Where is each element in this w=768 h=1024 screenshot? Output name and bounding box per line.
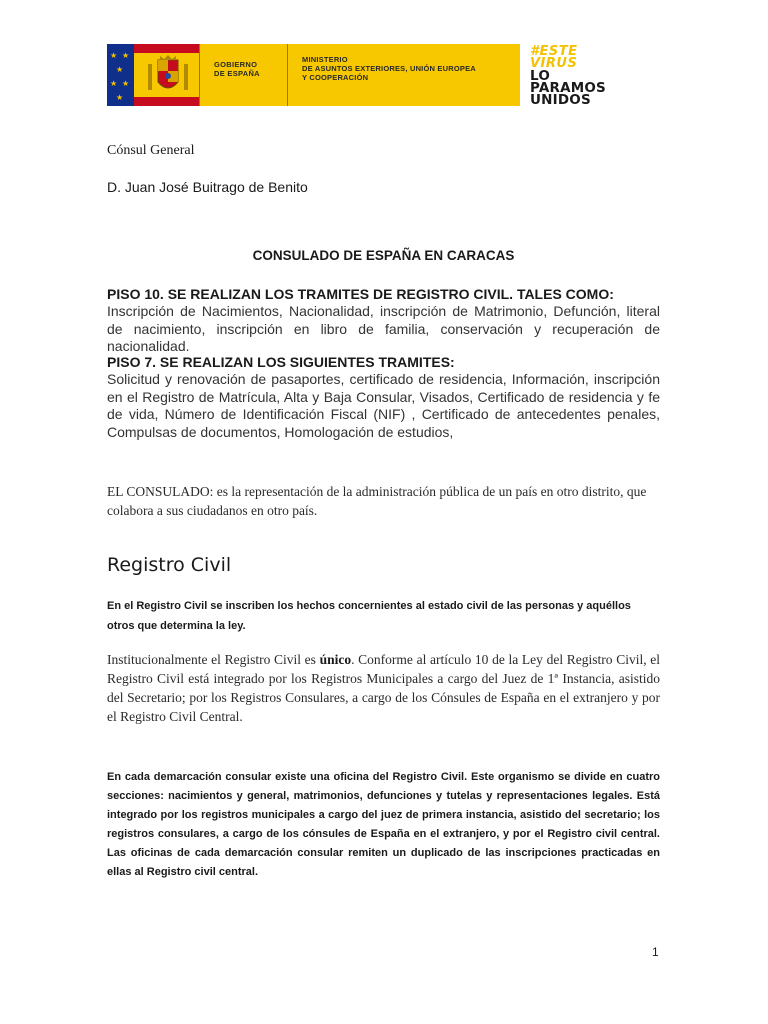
campaign-line: UNIDOS bbox=[530, 92, 591, 108]
government-label bbox=[199, 44, 287, 106]
registro-civil-demarcacion: En cada demarcación consular existe una oficina del Registro Civil. Este organismo se divide en cuatro secciones: nacimientos y general, matrimonios, defunciones y tutelas y representaciones legales. Está integrado por los registros municipales a cargo del juez de primera instancia, asistido del secretario; los registros consulares, a cargo de los cónsules de España en el extranjero, y por el Registro civil central. Las oficinas de cada demarcación consular remiten un duplicado de las inscripciones practicadas en ellas al Registro civil central. bbox=[107, 771, 660, 878]
government-label-line: DE ESPAÑA bbox=[214, 69, 260, 78]
eu-star-icon: ★ bbox=[116, 65, 124, 74]
ministry-label-line: DE ASUNTOS EXTERIORES, UNIÓN EUROPEA bbox=[302, 64, 476, 73]
coat-of-arms-block bbox=[134, 44, 199, 106]
page-number: 1 bbox=[652, 945, 659, 959]
consul-role: Cónsul General bbox=[107, 143, 195, 158]
eu-star-icon: ★ bbox=[122, 79, 130, 88]
ministry-label-line: MINISTERIO bbox=[302, 55, 348, 64]
piso10-heading: PISO 10. SE REALIZAN LOS TRAMITES DE REGISTRO CIVIL. TALES COMO: bbox=[107, 286, 614, 302]
government-header-banner bbox=[107, 44, 520, 106]
campaign-line: LO bbox=[530, 68, 550, 84]
inst-text-before: Institucionalmente el Registro Civil es bbox=[107, 652, 320, 667]
ministry-label bbox=[287, 44, 520, 106]
eu-star-icon: ★ bbox=[110, 79, 118, 88]
eu-flag-strip bbox=[107, 44, 134, 106]
campaign-line: #ESTE bbox=[530, 44, 578, 59]
eu-star-icon: ★ bbox=[122, 51, 130, 60]
piso7-section bbox=[107, 354, 660, 441]
piso7-heading: PISO 7. SE REALIZAN LOS SIGUIENTES TRAMITES: bbox=[107, 354, 455, 370]
piso7-text: Solicitud y renovación de pasaportes, certificado de residencia, Información, inscripción en el Registro de Matrícula, Alta y Baja Consular, Visados, Certificado de residencia y fe de vida, Número de Identificación Fiscal (NIF) , Certificado de antecedentes penales, Compulsas de documentos, Homologación de estudios, bbox=[107, 371, 660, 440]
campaign-line: PARAMOS bbox=[530, 80, 606, 96]
campaign-line: VIRUS bbox=[530, 56, 578, 71]
consulado-definition: EL CONSULADO: es la representación de la administración pública de un país en otro distrito, que colabora a sus ciudadanos en otro país. bbox=[107, 484, 647, 518]
registro-civil-title: Registro Civil bbox=[107, 554, 232, 576]
piso10-text: Inscripción de Nacimientos, Nacionalidad, inscripción de Matrimonio, Defunción, literal de nacimiento, inscripción en libro de familia, conservación y recuperación de nacionalidad. bbox=[107, 303, 660, 354]
eu-star-icon: ★ bbox=[110, 51, 118, 60]
consul-name: D. Juan José Buitrago de Benito bbox=[107, 179, 308, 195]
piso10-section bbox=[107, 286, 660, 356]
coat-of-arms-icon bbox=[146, 54, 190, 98]
registro-civil-institucional bbox=[107, 650, 660, 726]
consulado-title: CONSULADO DE ESPAÑA EN CARACAS bbox=[252, 248, 515, 263]
campaign-logo bbox=[530, 44, 650, 108]
ministry-label-line: Y COOPERACIÓN bbox=[302, 73, 369, 82]
government-label-line: GOBIERNO bbox=[214, 60, 258, 69]
inst-text-after: . Conforme al artículo 10 de la Ley del Registro Civil, el Registro Civil está integrado por los Registros Municipales a cargo del Juez de 1ª Instancia, asistido del Secretario; por los Registros Consulares, a cargo de los Cónsules de España en el extranjero y por el Registro Civil Central. bbox=[107, 652, 660, 724]
eu-star-icon: ★ bbox=[116, 93, 124, 102]
registro-civil-intro: En el Registro Civil se inscriben los hechos concernientes al estado civil de las personas y aquéllos otros que determina la ley. bbox=[107, 600, 631, 632]
inst-text-bold: único bbox=[319, 652, 352, 667]
